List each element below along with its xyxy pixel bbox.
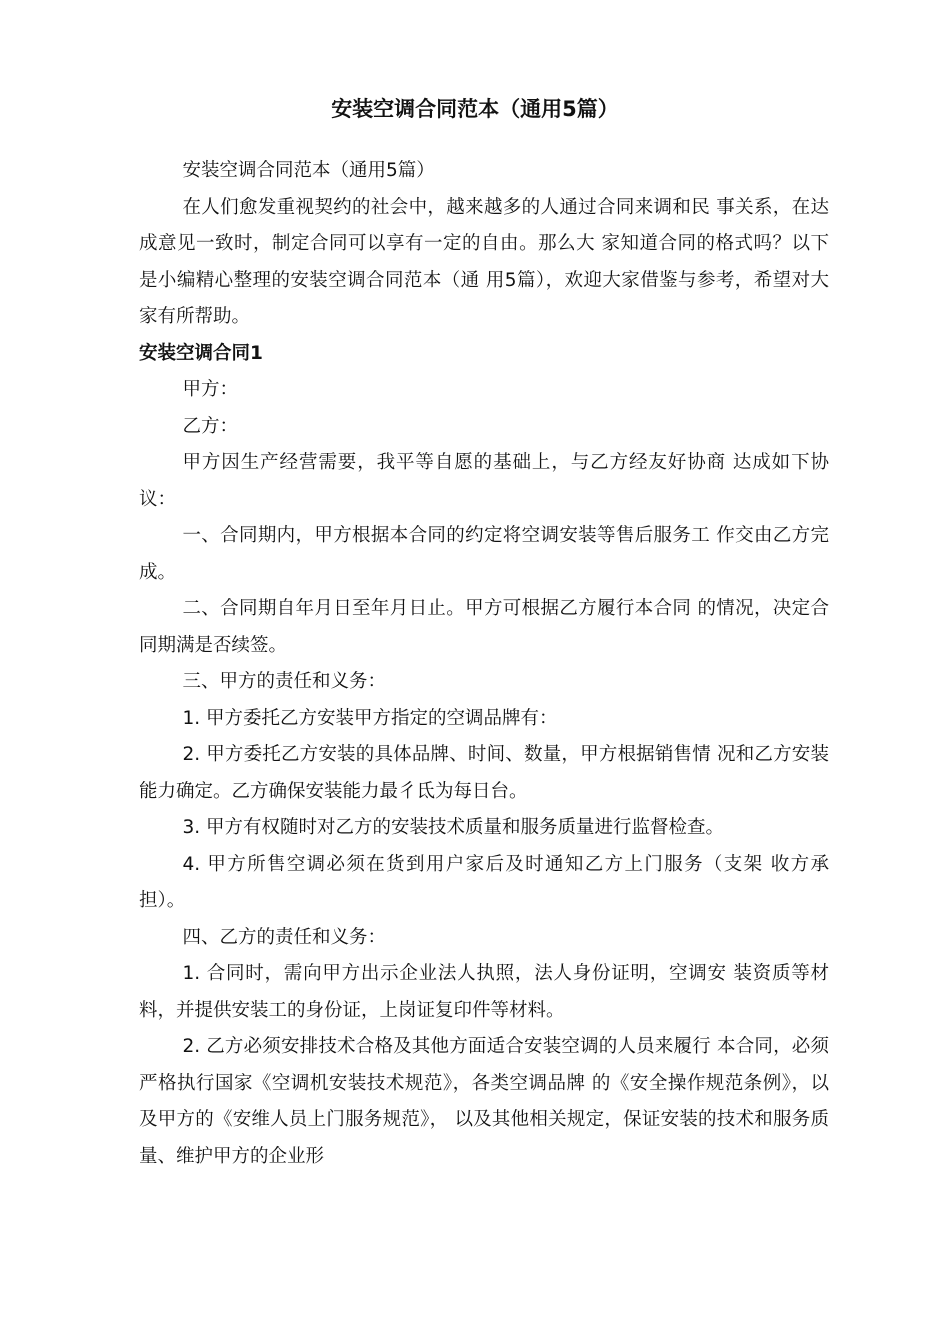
party-b-line: 乙方：	[182, 415, 238, 437]
clause-paragraph: 一、合同期内，甲方根据本合同的约定将空调安装等售后服务工 作交由乙方完成。	[139, 525, 829, 583]
section-heading: 安装空调合同1	[139, 342, 263, 364]
clause-item: 2. 甲方委托乙方安装的具体品牌、时间、数量，甲方根据销售情 况和乙方安装能力确定。乙方确保安装能力最彳氐为每日台。	[139, 744, 829, 802]
clause-item: 4. 甲方所售空调必须在货到用户家后及时通知乙方上门服务（支架 收方承担）。	[139, 853, 829, 911]
preamble-paragraph: 甲方因生产经营需要，我平等自愿的基础上，与乙方经友好协商 达成如下协议：	[139, 452, 829, 510]
intro-paragraph: 在人们愈发重视契约的社会中，越来越多的人通过合同来调和民 事关系，在达成意见一致时，制定合同可以享有一定的自由。那么大 家知道合同的格式吗？以下是小编精心整理的安装空调合同范本（通 用5篇），欢迎大家借鉴与参考，希望对大家有所帮助。	[139, 196, 829, 327]
subtitle-paragraph: 安装空调合同范本（通用5篇）	[182, 160, 435, 181]
clause-item: 3. 甲方有权随时对乙方的安装技术质量和服务质量进行监督检查。	[182, 817, 725, 838]
clause-heading: 三、甲方的责任和义务：	[182, 671, 386, 692]
clause-paragraph: 二、合同期自年月日至年月日止。甲方可根据乙方履行本合同 的情况，决定合同期满是否续签。	[139, 598, 829, 656]
clause-heading: 四、乙方的责任和义务：	[182, 926, 386, 948]
clause-item: 2. 乙方必须安排技术合格及其他方面适合安装空调的人员来履行 本合同，必须严格执行国家《空调机安装技术规范》，各类空调品牌 的《安全操作规范条例》，以及甲方的《安维人员上门服务规范》， 以及其他相关规定，保证安装的技术和服务质量、维护甲方的企业形	[139, 1036, 829, 1167]
document-title: 安装空调合同范本（通用5篇）	[331, 97, 619, 121]
party-a-line: 甲方：	[182, 379, 238, 400]
clause-item: 1. 甲方委托乙方安装甲方指定的空调品牌有：	[182, 707, 558, 729]
clause-item: 1. 合同时，需向甲方出示企业法人执照，法人身份证明，空调安 装资质等材料，并提供安装工的身份证，上岗证复印件等材料。	[139, 963, 829, 1021]
document-body	[139, 153, 829, 1175]
